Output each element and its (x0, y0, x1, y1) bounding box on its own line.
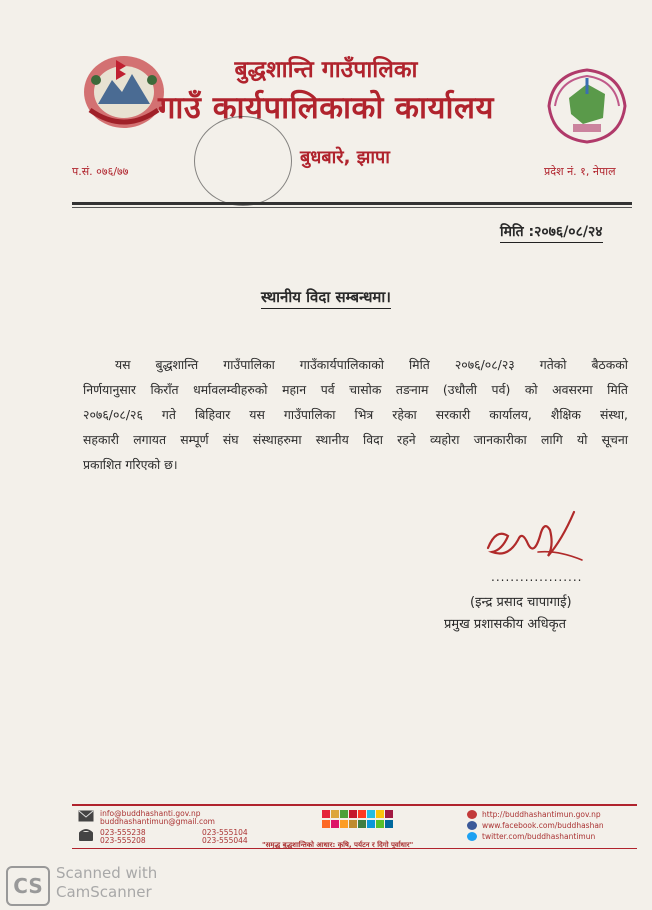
footer-motto: "समृद्ध बुद्धशान्तिको आधार: कृषि, पर्यटन र दिगो पूर्वाधार" (262, 841, 414, 849)
web-icon (467, 810, 477, 819)
scanner-watermark-line2: CamScanner (56, 883, 152, 901)
footer-phone: 023-555238 (100, 828, 146, 837)
mail-icon (78, 810, 94, 822)
province-label: प्रदेश नं. १, नेपाल (544, 165, 616, 178)
facebook-icon (467, 821, 477, 830)
body-line: प्रकाशित गरिएको छ। (83, 457, 178, 472)
letter-body (83, 352, 628, 477)
body-line: यस बुद्धशान्ति गाउँपालिका गाउँकार्यपालिकाको मिति २०७६/०८/२३ गतेको बैठकको (115, 357, 628, 372)
camscanner-logo-icon: CS (6, 866, 50, 906)
header-divider-thin (72, 207, 632, 208)
footer-website[interactable]: http://buddhashantimun.gov.np (482, 810, 601, 819)
footer-twitter[interactable]: twitter.com/buddhashantimun (482, 832, 596, 841)
body-line: निर्णयानुसार किराँत धर्मावलम्वीहरुको महान पर्व चासोक तङनाम (उधौली पर्व) को अवसरमा मिति (83, 382, 628, 397)
footer-phone: 023-555044 (202, 836, 248, 845)
sdg-goals-icon (322, 810, 442, 838)
letterhead-footer (72, 804, 637, 849)
phone-icon (78, 828, 94, 842)
footer-phone: 023-555104 (202, 828, 248, 837)
footer-email: info@buddhashanti.gov.np (100, 809, 201, 818)
office-seal-stamp (194, 116, 292, 206)
office-title: गाउँ कार्यपालिकाको कार्यालय (157, 90, 495, 126)
body-line: २०७६/०८/२६ गते बिहिवार यस गाउँपालिका भित्र रहेका सरकारी कार्यालय, शैक्षिक संस्था, (83, 407, 628, 422)
municipality-name: बुद्धशान्ति गाउँपालिका (234, 57, 418, 83)
footer-facebook[interactable]: www.facebook.com/buddhashan (482, 821, 604, 830)
letter-subject (0, 287, 652, 307)
handwritten-signature-icon (478, 500, 588, 575)
signer-title: प्रमुख प्रशासकीय अधिकृत (444, 617, 567, 632)
letter-date: मिति :२०७६/०८/२४ (500, 222, 603, 243)
header-divider (72, 202, 632, 205)
scanner-watermark-line1: Scanned with (56, 864, 158, 882)
footer-phone: 023-555208 (100, 836, 146, 845)
subject-text: स्थानीय विदा सम्बन्धमा। (261, 288, 391, 309)
footer-email-secondary: buddhashantimun@gmail.com (100, 817, 215, 826)
signature-line: ................... (491, 570, 583, 584)
letter-reference-number: प.सं. ०७६/७७ (72, 165, 129, 178)
twitter-icon (467, 832, 477, 841)
signer-name: (इन्द्र प्रसाद चापागाई) (470, 595, 572, 610)
office-location: बुधबारे, झापा (300, 147, 390, 168)
body-line: सहकारी लगायत सम्पूर्ण संघ संस्थाहरुमा स्थानीय विदा रहने व्यहोरा जानकारीका लागि यो सूचना (83, 432, 628, 447)
